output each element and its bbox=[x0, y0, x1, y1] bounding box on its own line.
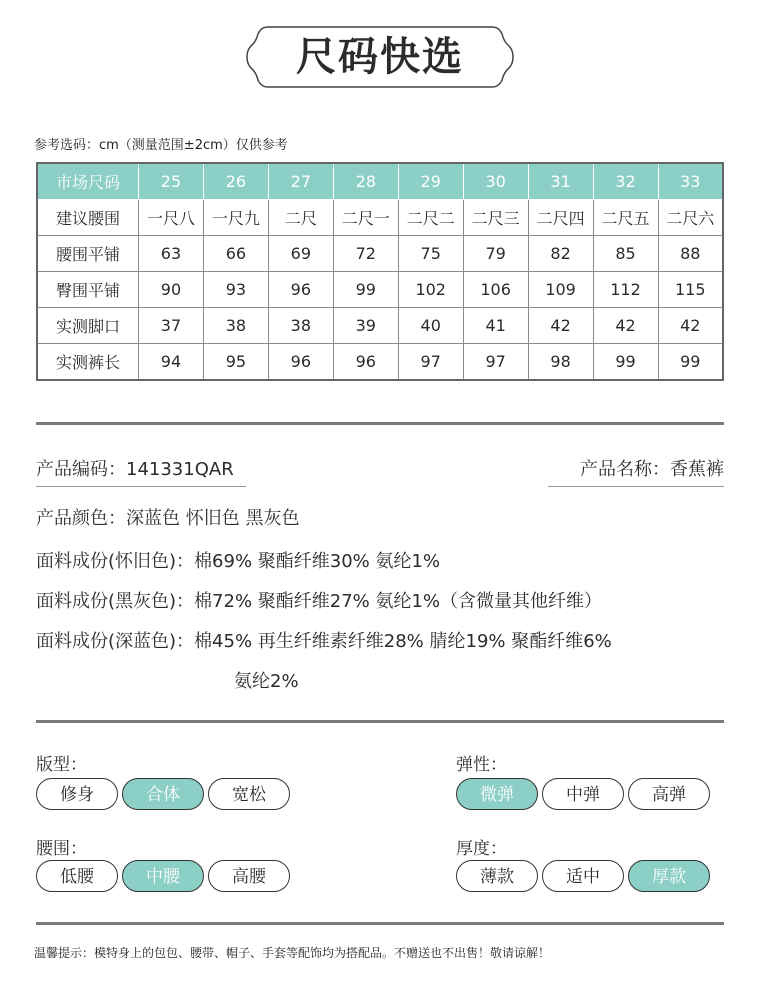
row-label: 建议腰围 bbox=[37, 200, 139, 236]
row-label: 实测脚口 bbox=[37, 308, 139, 344]
table-cell: 90 bbox=[139, 272, 204, 308]
table-cell: 98 bbox=[528, 344, 593, 381]
product-code: 产品编码：141331QAR bbox=[36, 459, 234, 480]
product-colors: 产品颜色：深蓝色 怀旧色 黑灰色 bbox=[36, 508, 300, 529]
fabric-navy-continued: 氨纶2% bbox=[234, 671, 299, 692]
table-cell: 85 bbox=[593, 236, 658, 272]
underline bbox=[548, 486, 724, 487]
row-label: 臀围平铺 bbox=[37, 272, 139, 308]
table-cell: 97 bbox=[463, 344, 528, 381]
size-cell: 32 bbox=[593, 163, 658, 200]
table-row bbox=[37, 200, 723, 236]
size-cell: 30 bbox=[463, 163, 528, 200]
fabric-vintage: 面料成份(怀旧色)：棉69% 聚酯纤维30% 氨纶1% bbox=[36, 551, 441, 572]
table-cell: 112 bbox=[593, 272, 658, 308]
waist-option-mid[interactable]: 中腰 bbox=[122, 860, 204, 892]
waist-label: 腰围： bbox=[36, 839, 87, 859]
table-cell: 96 bbox=[333, 344, 398, 381]
page-title: 尺码快选 bbox=[296, 34, 464, 80]
table-cell: 63 bbox=[139, 236, 204, 272]
table-cell: 42 bbox=[528, 308, 593, 344]
size-cell: 27 bbox=[268, 163, 333, 200]
table-cell: 二尺一 bbox=[333, 200, 398, 236]
product-name: 产品名称：香蕉裤 bbox=[580, 459, 724, 480]
thickness-option-medium[interactable]: 适中 bbox=[542, 860, 624, 892]
table-cell: 38 bbox=[203, 308, 268, 344]
table-cell: 82 bbox=[528, 236, 593, 272]
elasticity-label: 弹性： bbox=[456, 755, 507, 775]
elasticity-option-slight[interactable]: 微弹 bbox=[456, 778, 538, 810]
table-cell: 42 bbox=[593, 308, 658, 344]
thickness-label: 厚度： bbox=[456, 839, 507, 859]
waist-option-low[interactable]: 低腰 bbox=[36, 860, 118, 892]
table-row bbox=[37, 272, 723, 308]
table-cell: 二尺四 bbox=[528, 200, 593, 236]
underline bbox=[36, 486, 246, 487]
fit-label: 版型： bbox=[36, 755, 87, 775]
table-cell: 一尺八 bbox=[139, 200, 204, 236]
size-cell: 31 bbox=[528, 163, 593, 200]
thickness-option-thin[interactable]: 薄款 bbox=[456, 860, 538, 892]
waist-option-high[interactable]: 高腰 bbox=[208, 860, 290, 892]
size-table bbox=[36, 162, 724, 381]
table-cell: 66 bbox=[203, 236, 268, 272]
elasticity-option-high[interactable]: 高弹 bbox=[628, 778, 710, 810]
reference-note: 参考选码：cm（测量范围±2cm）仅供参考 bbox=[34, 138, 288, 153]
table-cell: 38 bbox=[268, 308, 333, 344]
table-cell: 115 bbox=[658, 272, 723, 308]
table-cell: 99 bbox=[593, 344, 658, 381]
size-cell: 28 bbox=[333, 163, 398, 200]
table-cell: 二尺二 bbox=[398, 200, 463, 236]
table-cell: 109 bbox=[528, 272, 593, 308]
table-cell: 37 bbox=[139, 308, 204, 344]
table-cell: 72 bbox=[333, 236, 398, 272]
table-cell: 93 bbox=[203, 272, 268, 308]
table-cell: 79 bbox=[463, 236, 528, 272]
table-row bbox=[37, 236, 723, 272]
table-cell: 106 bbox=[463, 272, 528, 308]
table-cell: 94 bbox=[139, 344, 204, 381]
table-cell: 102 bbox=[398, 272, 463, 308]
fit-option-regular[interactable]: 合体 bbox=[122, 778, 204, 810]
table-cell: 40 bbox=[398, 308, 463, 344]
table-cell: 二尺三 bbox=[463, 200, 528, 236]
table-cell: 96 bbox=[268, 272, 333, 308]
table-cell: 99 bbox=[658, 344, 723, 381]
fabric-navy: 面料成份(深蓝色)：棉45% 再生纤维素纤维28% 腈纶19% 聚酯纤维6% bbox=[36, 631, 612, 652]
divider bbox=[36, 922, 724, 925]
table-header-row bbox=[37, 163, 723, 200]
size-cell: 26 bbox=[203, 163, 268, 200]
size-cell: 33 bbox=[658, 163, 723, 200]
table-cell: 二尺 bbox=[268, 200, 333, 236]
row-label: 实测裤长 bbox=[37, 344, 139, 381]
table-cell: 42 bbox=[658, 308, 723, 344]
table-row bbox=[37, 344, 723, 381]
table-cell: 二尺六 bbox=[658, 200, 723, 236]
table-row bbox=[37, 308, 723, 344]
table-cell: 69 bbox=[268, 236, 333, 272]
table-cell: 75 bbox=[398, 236, 463, 272]
table-cell: 一尺九 bbox=[203, 200, 268, 236]
divider bbox=[36, 720, 724, 723]
fit-option-slim[interactable]: 修身 bbox=[36, 778, 118, 810]
table-cell: 88 bbox=[658, 236, 723, 272]
warm-tip: 温馨提示：模特身上的包包、腰带、帽子、手套等配饰均为搭配品。不赠送也不出售！敬请谅解！ bbox=[34, 946, 551, 960]
table-cell: 96 bbox=[268, 344, 333, 381]
table-cell: 41 bbox=[463, 308, 528, 344]
title-banner bbox=[246, 26, 514, 88]
size-cell: 29 bbox=[398, 163, 463, 200]
table-cell: 99 bbox=[333, 272, 398, 308]
elasticity-option-medium[interactable]: 中弹 bbox=[542, 778, 624, 810]
fabric-black-gray: 面料成份(黑灰色)：棉72% 聚酯纤维27% 氨纶1%（含微量其他纤维） bbox=[36, 591, 603, 612]
size-cell: 25 bbox=[139, 163, 204, 200]
fit-option-loose[interactable]: 宽松 bbox=[208, 778, 290, 810]
divider bbox=[36, 422, 724, 425]
table-cell: 95 bbox=[203, 344, 268, 381]
table-cell: 39 bbox=[333, 308, 398, 344]
table-cell: 二尺五 bbox=[593, 200, 658, 236]
row-label: 腰围平铺 bbox=[37, 236, 139, 272]
thickness-option-thick[interactable]: 厚款 bbox=[628, 860, 710, 892]
table-cell: 97 bbox=[398, 344, 463, 381]
header-label: 市场尺码 bbox=[37, 163, 139, 200]
